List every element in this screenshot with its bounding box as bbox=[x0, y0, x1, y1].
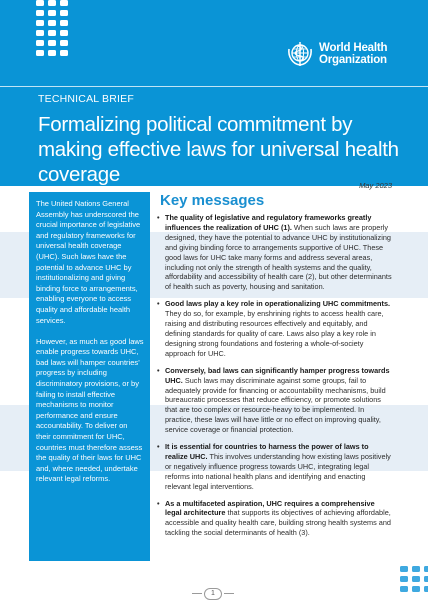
decorative-dot-grid bbox=[36, 0, 68, 56]
key-message-body: This involves understanding how existing laws positively or negatively influence progress towards UHC, integrating legal reforms into national health plans and identifying and enacting relevant legal interventions. bbox=[165, 451, 391, 491]
key-messages-list bbox=[157, 213, 393, 545]
publication-date: May 2023 bbox=[359, 181, 392, 190]
bullet-marker: • bbox=[157, 299, 160, 309]
page-number-rule bbox=[224, 593, 234, 594]
sidebar-paragraph: However, as much as good laws enable progress towards UHC, bad laws will hamper countries’ progress by including discriminatory provisions, or by failing to install effective mechanisms to monitor performance and ensure accountability. To deliver on their commitment for UHC, countries must therefore assess the quality of their laws for UHC and, where needed, undertake relevant legal reforms. bbox=[36, 336, 144, 484]
key-message-heading: It is essential for countries to harness the power of laws to realize UHC. bbox=[165, 442, 369, 461]
header-banner bbox=[0, 0, 428, 186]
who-logo bbox=[286, 40, 387, 68]
document-title: Formalizing political commitment by making effective laws for universal health coverage bbox=[38, 113, 399, 186]
summary-sidebar bbox=[29, 192, 150, 561]
bullet-marker: • bbox=[157, 442, 160, 452]
who-emblem-icon bbox=[286, 40, 314, 68]
decorative-dot-grid bbox=[400, 566, 428, 592]
sidebar-paragraph: The United Nations General Assembly has underscored the crucial importance of legislative and regulatory frameworks for universal health coverage (UHC). Such laws have the potential to advance UHC by institutionalizing and giving binding force to arrangements, enabling everyone to access quality and affordable health services. bbox=[36, 199, 141, 325]
key-messages-heading: Key messages bbox=[160, 192, 265, 209]
key-message-body: They do so, for example, by enshrining rights to access health care, raising and distributing resources effectively and equitably, and defining standards for quality of care. Laws also play a key role in designing strong foundations and fostering a whole-of-society approach for UHC. bbox=[165, 309, 384, 358]
bullet-marker: • bbox=[157, 498, 160, 508]
bullet-marker: • bbox=[157, 365, 160, 375]
bullet-marker: • bbox=[157, 213, 160, 222]
header-divider bbox=[0, 86, 428, 87]
key-message-item bbox=[157, 499, 393, 539]
key-message-heading: The quality of legislative and regulatory frameworks greatly influences the realization of UHC (1). bbox=[165, 213, 372, 232]
organization-name-line2: Organization bbox=[319, 54, 387, 66]
organization-name-line1: World Health bbox=[319, 42, 388, 54]
key-message-heading: Conversely, bad laws can significantly hamper progress towards UHC. bbox=[165, 365, 390, 385]
key-message-item bbox=[157, 366, 393, 435]
key-message-heading: As a multifaceted aspiration, UHC requires a comprehensive legal architecture bbox=[165, 498, 375, 518]
key-message-item bbox=[157, 442, 393, 492]
key-message-heading: Good laws play a key role in operationalizing UHC commitments. bbox=[165, 299, 391, 309]
key-message-body: When such laws are properly designed, they have the potential to advance UHC by institutionalizing and giving binding force to arrangements supportive of UHC. These good laws for UHC take many forms and address several areas, including not only the strength of health systems and the quality, affordability and accessibility of health care (2), but other determinants of health such as poverty, housing and sanitation. bbox=[165, 222, 392, 292]
key-message-body: that supports its objectives of achieving affordable, accessible and quality health care, building strong health systems and tackling the social determinants of health (3). bbox=[165, 508, 391, 538]
key-message-item bbox=[157, 299, 393, 358]
document-type-label: TECHNICAL BRIEF bbox=[38, 93, 134, 105]
page-number-rule bbox=[192, 593, 202, 594]
page-number: 1 bbox=[204, 588, 222, 600]
key-message-body: Such laws may discriminate against some groups, fail to adequately provide for financing or accountability mechanisms, build bureaucratic processes that reduce efficiency, or promote solutions that are too complex or resource-heavy to be implemented. In practice, these laws will have little or no effect on improving quality, service coverage or financial protection. bbox=[165, 375, 386, 435]
key-message-item bbox=[157, 213, 393, 292]
